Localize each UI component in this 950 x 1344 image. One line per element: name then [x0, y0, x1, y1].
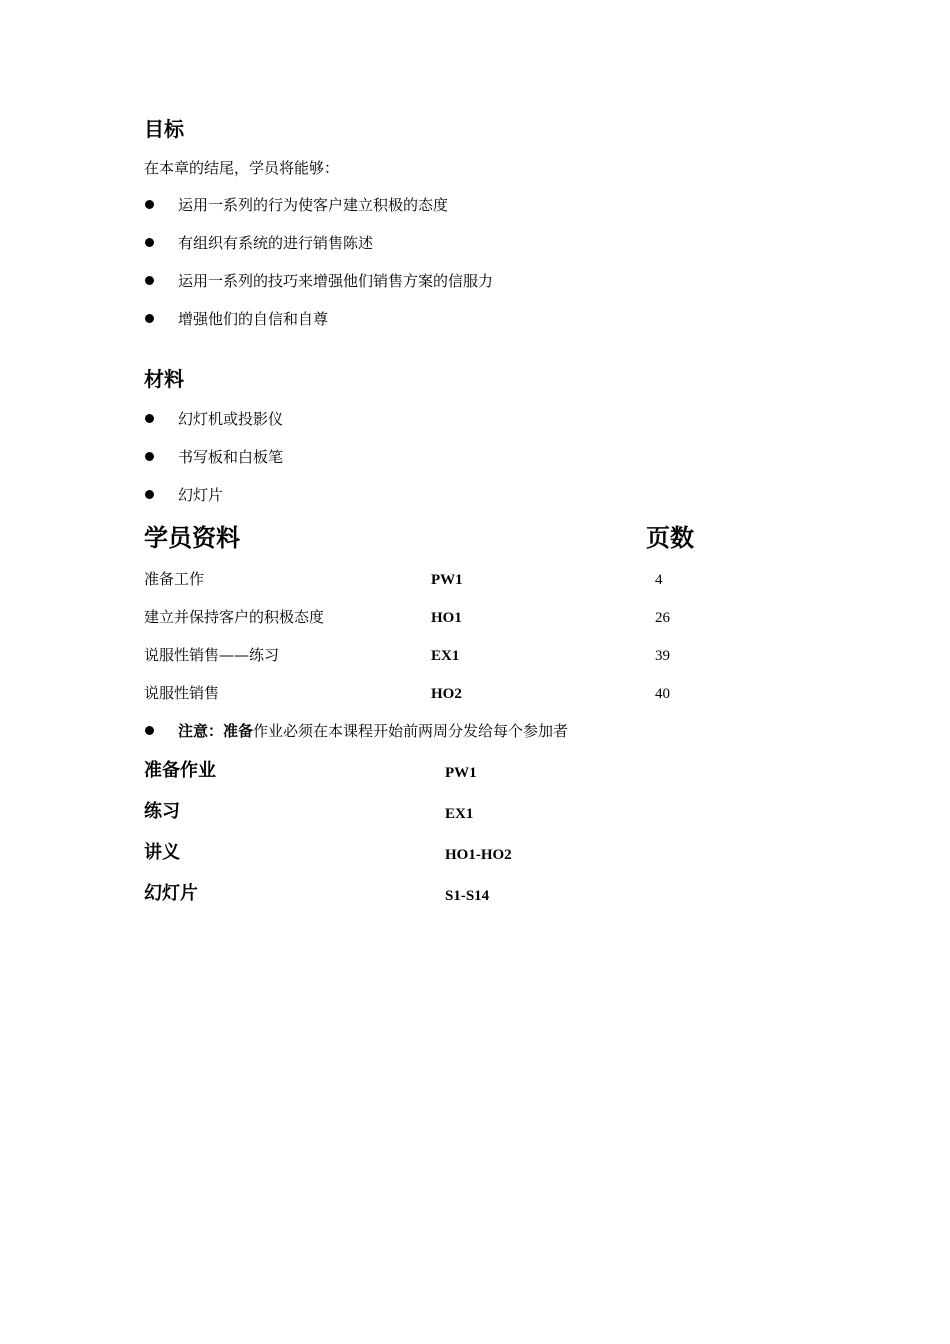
objectives-intro: 在本章的结尾，学员将能够： — [144, 159, 340, 177]
bullet-icon — [145, 726, 154, 735]
row-code: HO2 — [431, 686, 462, 702]
bullet-icon — [145, 414, 154, 423]
materials-heading: 材料 — [144, 367, 184, 391]
pages-heading: 页数 — [646, 524, 694, 552]
summary-code: S1-S14 — [445, 888, 490, 904]
row-code: EX1 — [431, 648, 460, 664]
list-item-text: 书写板和白板笔 — [178, 448, 284, 466]
summary-code: PW1 — [445, 765, 477, 781]
list-item-text: 运用一系列的技巧来增强他们销售方案的信服力 — [178, 272, 494, 290]
bullet-icon — [145, 200, 154, 209]
bullet-icon — [145, 490, 154, 499]
row-title: 说服性销售——练习 — [144, 646, 280, 664]
summary-label: 幻灯片 — [144, 883, 198, 904]
bullet-icon — [145, 314, 154, 323]
note-body: 作业必须在本课程开始前两周分发给每个参加者 — [253, 722, 569, 740]
list-item-text: 运用一系列的行为使客户建立积极的态度 — [178, 196, 449, 214]
list-item-text: 幻灯机或投影仪 — [178, 410, 284, 428]
note-bold-word: 准备 — [223, 722, 254, 740]
list-item-text: 幻灯片 — [178, 486, 224, 504]
summary-code: EX1 — [445, 806, 474, 822]
row-title: 说服性销售 — [144, 684, 220, 702]
note-label: 注意： — [178, 722, 224, 740]
row-page: 26 — [655, 610, 670, 626]
student-materials-heading: 学员资料 — [144, 524, 240, 552]
note-text — [178, 721, 568, 741]
bullet-icon — [145, 452, 154, 461]
row-page: 39 — [655, 648, 670, 664]
row-title: 准备工作 — [144, 570, 205, 588]
summary-label: 讲义 — [144, 842, 180, 863]
bullet-icon — [145, 276, 154, 285]
row-title: 建立并保持客户的积极态度 — [144, 608, 325, 626]
objectives-heading: 目标 — [144, 117, 184, 141]
row-page: 4 — [655, 572, 663, 588]
summary-code: HO1-HO2 — [445, 847, 512, 863]
summary-label: 准备作业 — [144, 760, 216, 781]
summary-label: 练习 — [144, 801, 180, 822]
row-code: PW1 — [431, 572, 463, 588]
row-page: 40 — [655, 686, 670, 702]
bullet-icon — [145, 238, 154, 247]
row-code: HO1 — [431, 610, 462, 626]
list-item-text: 有组织有系统的进行销售陈述 — [178, 234, 374, 252]
list-item-text: 增强他们的自信和自尊 — [178, 310, 329, 328]
